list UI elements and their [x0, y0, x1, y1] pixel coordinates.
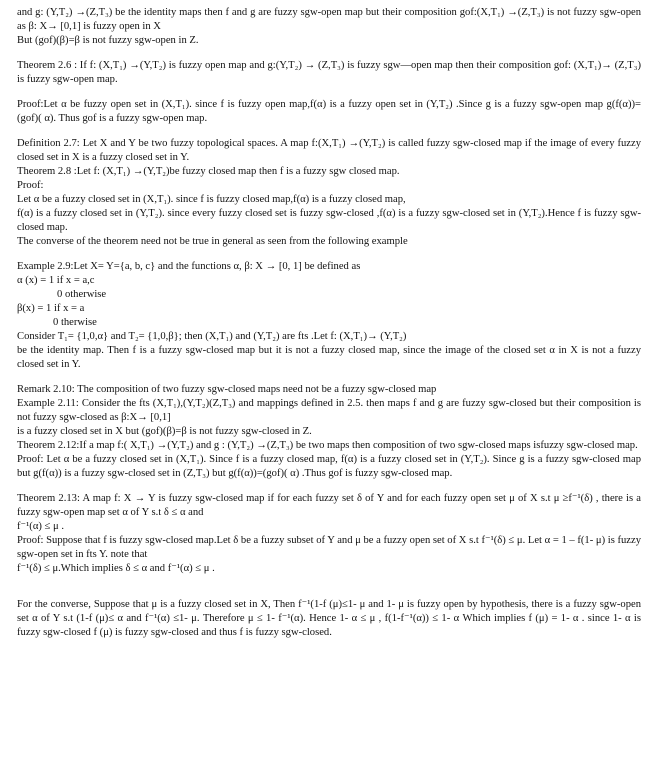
text-line: α (x) = 1 if x = a,c [17, 275, 95, 286]
text-line: Theorem 2.8 :Let f: (X,T₁) →(Y,T₂)be fuzzy closed map then f is a fuzzy sgw closed map. [17, 166, 400, 177]
text-line: and g: (Y,T₂) →(Z,T₃) be the identity maps then f and g are fuzzy sgw-open map but their composition gof:(X,T₁) →(Z,T₃) is not fuzzy sgw-open as β: X→ [0,1] is fuzzy open in X [17, 7, 641, 32]
paragraph-gap [17, 48, 641, 59]
text-line: Theorem 2.13: A map f: X → Y is fuzzy sgw-closed map if for each fuzzy set δ of Y and for each fuzzy open set μ of X s.t μ ≥f⁻¹(δ) , there is a fuzzy sgw-open map set α of Y s.t δ ≤ α and [17, 493, 641, 518]
text-line: Definition 2.7: Let X and Y be two fuzzy topological spaces. A map f:(X,T₁) →(Y,T₂) is called fuzzy sgw-closed map if the image of every fuzzy closed set in X is a fuzzy closed set in Y. [17, 138, 641, 163]
text-line: Proof: Suppose that f is fuzzy sgw-closed map.Let δ be a fuzzy subset of Y and μ be a fuzzy open set of X s.t f⁻¹(δ) ≤ μ. Let α = 1 – f(1- μ) is fuzzy sgw-open set in fts Y. note that [17, 535, 641, 560]
text-line: Proof: Let α be a fuzzy closed set in (X,T₁). Since f is a fuzzy closed map, f(α) is a fuzzy closed set in (Y,T₂). Since g is a fuzzy sgw-closed map but g(f(α)) is a fuzzy sgw-closed set in (Z,T₃) but g(f(α))=(gof)( α) .Thus gof is fuzzy sgw-closed map. [17, 454, 641, 479]
text-line: f⁻¹(α) ≤ μ . [17, 521, 64, 532]
text-line: Let α be a fuzzy closed set in (X,T₁). since f is fuzzy closed map,f(α) is a fuzzy closed map, [17, 194, 406, 205]
text-line: Proof:Let α be fuzzy open set in (X,T₁). since f is fuzzy open map,f(α) is a fuzzy open set in (Y,T₂) .Since g is a fuzzy sgw-open map g(f(α))= (gof)( α). Thus gof is a fuzzy sgw-open map. [17, 99, 641, 124]
text-line: 0 therwise [53, 317, 97, 328]
text-line: But (gof)(β)=β is not fuzzy sgw-open in Z. [17, 35, 199, 46]
text-line: Theorem 2.12:If a map f:( X,T₁) →(Y,T₂) and g : (Y,T₂) →(Z,T₃) be two maps then composition of two sgw-closed maps isfuzzy sgw-closed map. [17, 440, 638, 451]
text-line: Theorem 2.6 : If f: (X,T₁) →(Y,T₂) is fuzzy open map and g:(Y,T₂) → (Z,T₃) is fuzzy sgw—open map then their composition gof: (X,T₁)→ (Z,T₃) is fuzzy sgw-open map. [17, 60, 641, 85]
paragraph-gap [17, 126, 641, 137]
paragraph-gap [17, 372, 641, 383]
text-line: is a fuzzy closed set in X but (gof)(β)=β is not fuzzy sgw-closed in Z. [17, 426, 312, 437]
text-line: Proof: [17, 180, 44, 191]
paragraph-gap [17, 576, 641, 598]
text-line: Consider T₁= {1,0,α} and T₂= {1,0,β}; then (X,T₁) and (Y,T₂) are fts .Let f: (X,T₁)→ (Y,T₂) [17, 331, 407, 342]
paragraph-gap [17, 249, 641, 260]
text-line: The converse of the theorem need not be true in general as seen from the following example [17, 236, 408, 247]
document-body [17, 6, 641, 640]
text-line: f(α) is a fuzzy closed set in (Y,T₂). since every fuzzy closed set is fuzzy sgw-closed ,f(α) is a fuzzy sgw-closed set in (Y,T₂).Hence f is fuzzy sgw-closed map. [17, 208, 641, 233]
text-line: f⁻¹(δ) ≤ μ.Which implies δ ≤ α and f⁻¹(α) ≤ μ . [17, 563, 215, 574]
text-line: be the identity map. Then f is a fuzzy sgw-closed map but it is not a fuzzy closed map, since the image of the closed set α in X is not a fuzzy closed set in Y. [17, 345, 641, 370]
text-line: 0 otherwise [57, 289, 107, 300]
text-line: β(x) = 1 if x = a [17, 303, 85, 314]
text-line: Example 2.11: Consider the fts (X,T₁),(Y,T₂)(Z,T₃) and mappings defined in 2.5. then maps f and g are fuzzy sgw-closed but their composition is not fuzzy sgw-closed as β:X→ [0,1] [17, 398, 641, 423]
text-line: Example 2.9:Let X= Y={a, b, c} and the functions α, β: X → [0, 1] be defined as [17, 261, 361, 272]
text-line: Remark 2.10: The composition of two fuzzy sgw-closed maps need not be a fuzzy sgw-closed map [17, 384, 437, 395]
text-line: For the converse, Suppose that μ is a fuzzy closed set in X, Then f⁻¹(1-f (μ)≤1- μ and 1- μ is fuzzy open by hypothesis, there is a fuzzy sgw-open set α of Y s.t (1-f (μ)≤ α and f⁻¹(α) ≤1- μ. Therefore μ ≤ 1- f⁻¹(α). Hence 1- α ≤ μ , f(1-f⁻¹(α)) ≤ 1- α Which implies f (μ) = 1- α . since 1- α is fuzzy sgw-closed f (μ) is fuzzy sgw-closed and thus f is fuzzy sgw-closed. [17, 599, 641, 638]
paragraph-gap [17, 87, 641, 98]
paragraph-gap [17, 481, 641, 492]
